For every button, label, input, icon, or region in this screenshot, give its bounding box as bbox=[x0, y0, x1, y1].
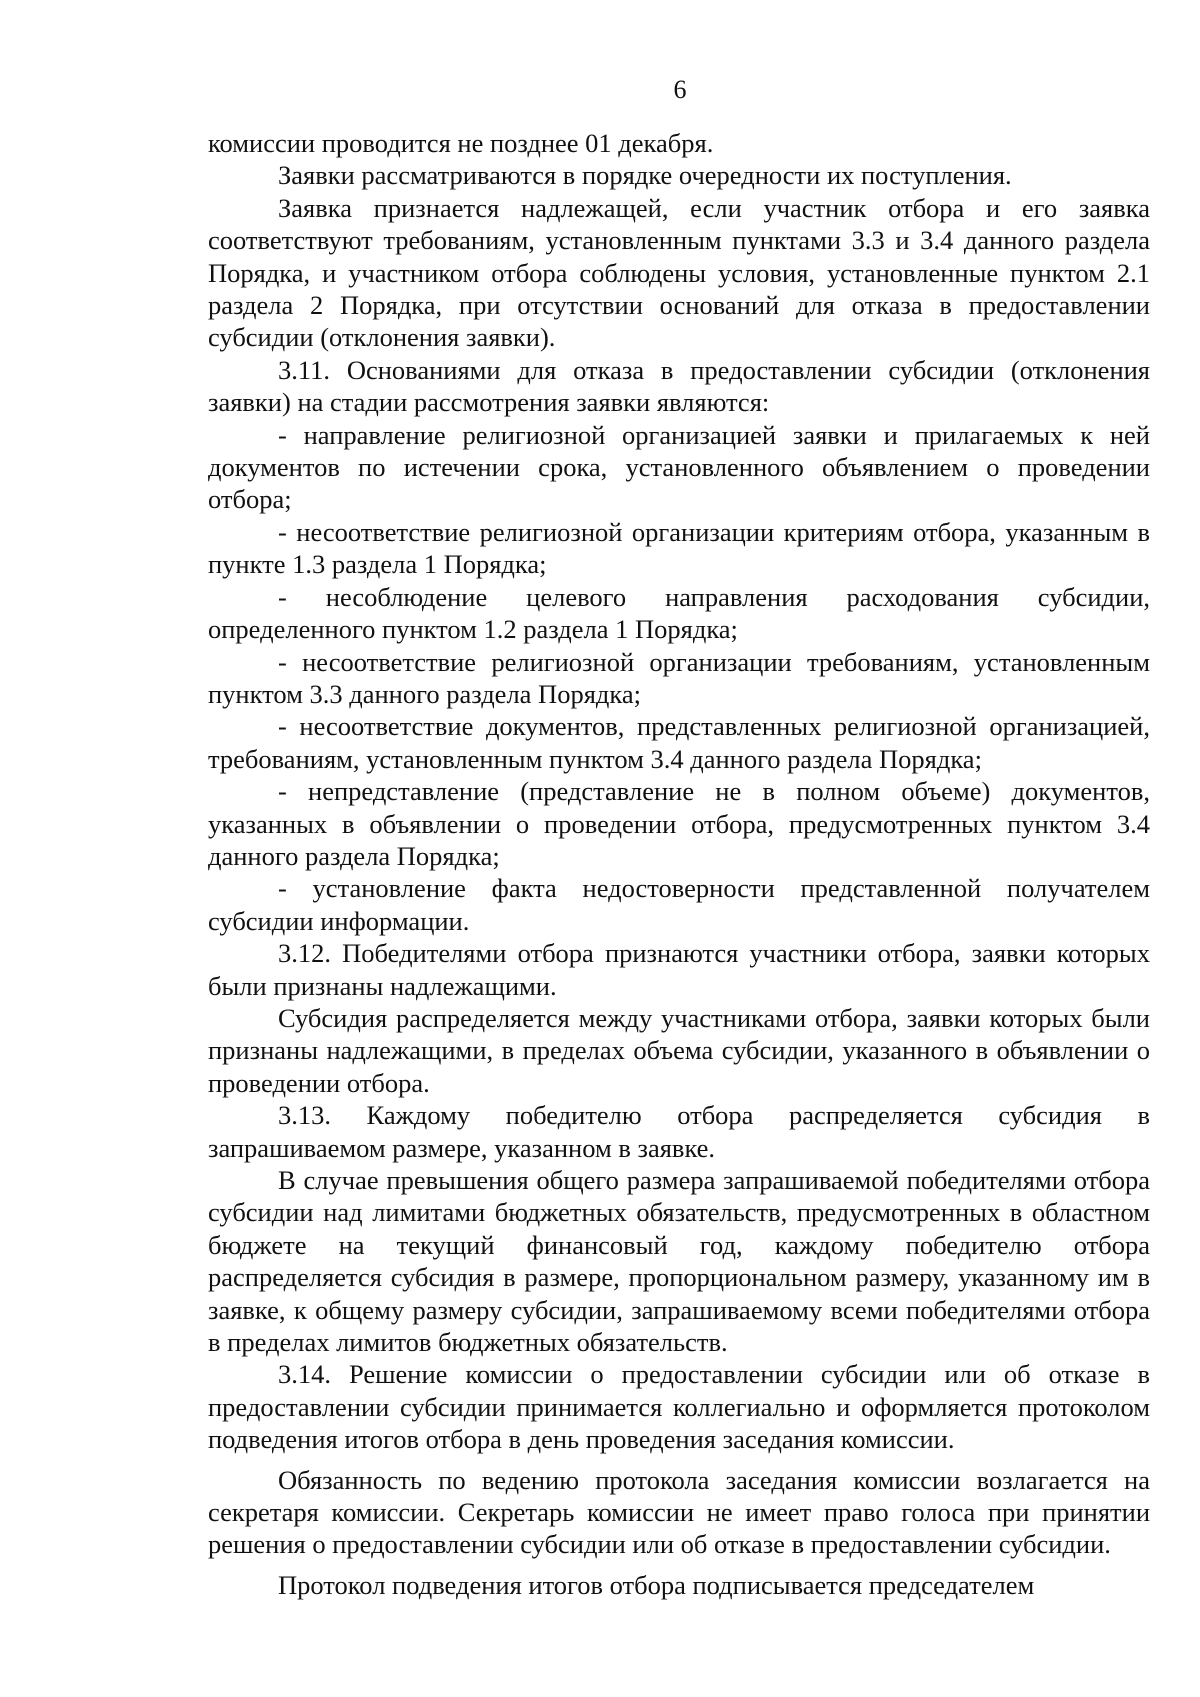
list-item: - несоответствие религиозной организации критериям отбора, указанным в пункте 1.3 раздела 1 Порядка; bbox=[208, 516, 1150, 580]
document-body bbox=[208, 127, 1150, 1601]
section-paragraph-3-12: 3.12. Победителями отбора признаются участники отбора, заявки которых были признаны надлежащими. bbox=[208, 938, 1150, 1001]
paragraph: Протокол подведения итогов отбора подписывается председателем bbox=[278, 1569, 1035, 1600]
list-item: - направление религиозной организацией заявки и прилагаемых к ней документов по истечении срока, установленного объявлением о проведении отбора; bbox=[208, 419, 1150, 515]
section-paragraph-3-14: 3.14. Решение комиссии о предоставлении субсидии или об отказе в предоставлении субсидии принимается коллегиально и оформляется протоколом подведения итогов отбора в день проведения заседания комиссии. bbox=[208, 1359, 1150, 1455]
paragraph: комиссии проводится не позднее 01 декабря. bbox=[208, 128, 714, 158]
list-item: - несоблюдение целевого направления расходования субсидии, определенного пунктом 1.2 раздела 1 Порядка; bbox=[208, 581, 1150, 645]
section-paragraph-3-11: 3.11. Основаниями для отказа в предоставлении субсидии (отклонения заявки) на стадии рассмотрения заявки являются: bbox=[208, 354, 1150, 418]
paragraph: Заявка признается надлежащей, если участник отбора и его заявка соответствуют требованиям, установленным пунктами 3.3 и 3.4 данного раздела Порядка, и участником отбора соблюдены условия, установленные пунктом 2.1 раздела 2 Порядка, при отсутствии оснований для отказа в предоставлении субсидии (отклонения заявки). bbox=[208, 192, 1150, 353]
list-item: - непредставление (представление не в полном объеме) документов, указанных в объявлении о проведении отбора, предусмотренных пунктом 3.4 данного раздела Порядка; bbox=[208, 776, 1150, 871]
section-paragraph-3-13: 3.13. Каждому победителю отбора распределяется субсидия в запрашиваемом размере, указанном в заявке. bbox=[208, 1100, 1150, 1163]
paragraph: В случае превышения общего размера запрашиваемой победителями отбора субсидии над лимитами бюджетных обязательств, предусмотренных в областном бюджете на текущий финансовый год, каждому победителю отбора распределяется субсидия в размере, пропорциональном размеру, указанному им в заявке, к общему размеру субсидии, запрашиваемому всеми победителями отбора в пределах лимитов бюджетных обязательств. bbox=[208, 1165, 1150, 1358]
page-number: 6 bbox=[673, 75, 687, 104]
list-item: - установление факта недостоверности представленной получателем субсидии информации. bbox=[208, 873, 1150, 936]
list-item: - несоответствие религиозной организации требованиям, установленным пунктом 3.3 данного раздела Порядка; bbox=[208, 646, 1150, 709]
list-item: - несоответствие документов, представленных религиозной организацией, требованиям, установленным пунктом 3.4 данного раздела Порядка; bbox=[208, 711, 1150, 774]
paragraph: Заявки рассматриваются в порядке очередности их поступления. bbox=[278, 160, 1012, 191]
paragraph: Обязанность по ведению протокола заседания комиссии возлагается на секретаря комиссии. Секретарь комиссии не имеет право голоса при принятии решения о предоставлении субсидии или об отказе в предоставлении субсидии. bbox=[208, 1464, 1150, 1560]
paragraph: Субсидия распределяется между участниками отбора, заявки которых были признаны надлежащими, в пределах объема субсидии, указанного в объявлении о проведении отбора. bbox=[208, 1002, 1150, 1098]
